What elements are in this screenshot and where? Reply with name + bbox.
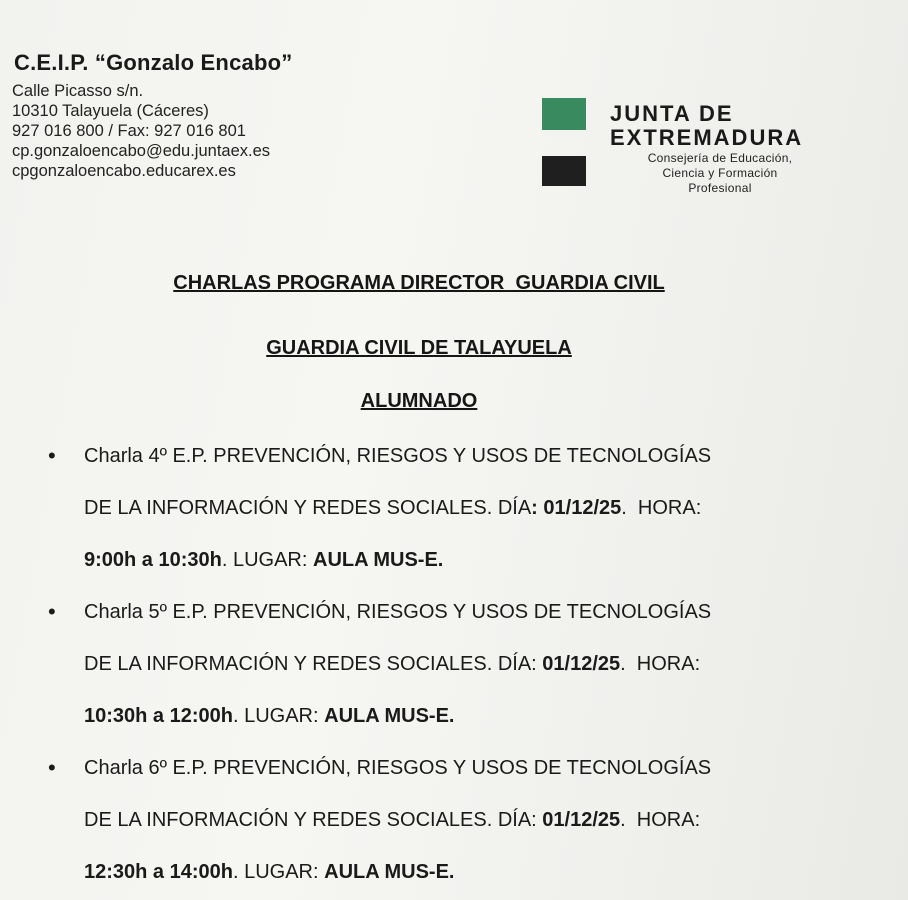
talk-line2: DE LA INFORMACIÓN Y REDES SOCIALES. DÍA: xyxy=(84,809,543,831)
talk-date: : 01/12/25 xyxy=(531,497,622,519)
bullet-icon: • xyxy=(48,443,56,468)
school-phone: 927 016 800 / Fax: 927 016 801 xyxy=(12,122,246,140)
school-website: cpgonzaloencabo.educarex.es xyxy=(12,162,236,180)
talk-place: AULA MUS-E. xyxy=(324,861,455,883)
talk-place-label: . LUGAR: xyxy=(232,705,325,727)
flag-black-stripe xyxy=(542,156,586,186)
talk-date: 01/12/25 xyxy=(542,653,621,675)
logo-consejeria-1: Consejería de Educación, xyxy=(647,151,793,165)
school-header xyxy=(12,50,292,181)
talk-hour-label: . HORA: xyxy=(620,809,701,831)
talk-place-label: . LUGAR: xyxy=(232,861,325,883)
audience-title: ALUMNADO xyxy=(360,390,478,412)
talk-time: 10:30h a 12:00h xyxy=(84,705,233,727)
school-address: Calle Picasso s/n. xyxy=(12,82,144,100)
talk-intro: Charla 4º E.P. PREVENCIÓN, RIESGOS Y USOS DE TECNOLOGÍAS xyxy=(84,445,712,467)
talk-hour-label: . HORA: xyxy=(620,653,701,675)
list-item xyxy=(44,586,864,742)
talk-time: 9:00h a 10:30h xyxy=(84,549,222,571)
logo-consejeria-3: Profesional xyxy=(688,181,752,195)
talk-time: 12:30h a 14:00h xyxy=(84,861,233,883)
school-name: C.E.I.P. “Gonzalo Encabo” xyxy=(14,50,293,75)
list-item xyxy=(44,742,864,898)
talk-hour-label: . HORA: xyxy=(621,497,702,519)
logo-text xyxy=(610,102,850,195)
logo-junta: JUNTA DE xyxy=(610,101,734,126)
school-city: 10310 Talayuela (Cáceres) xyxy=(12,102,209,120)
talk-line2: DE LA INFORMACIÓN Y REDES SOCIALES. DÍA: xyxy=(84,653,543,675)
unit-title: GUARDIA CIVIL DE TALAYUELA xyxy=(266,337,572,359)
bullet-icon: • xyxy=(48,599,56,624)
talk-place: AULA MUS-E. xyxy=(313,549,444,571)
talk-place: AULA MUS-E. xyxy=(324,705,455,727)
talks-list xyxy=(44,430,864,898)
list-item xyxy=(44,430,864,586)
talk-place-label: . LUGAR: xyxy=(221,549,313,571)
flag-green-stripe xyxy=(542,98,586,130)
logo-consejeria-2: Ciencia y Formación xyxy=(662,166,778,180)
school-email: cp.gonzaloencabo@edu.juntaex.es xyxy=(12,142,271,160)
talk-date: 01/12/25 xyxy=(542,809,621,831)
talk-intro: Charla 5º E.P. PREVENCIÓN, RIESGOS Y USOS DE TECNOLOGÍAS xyxy=(84,601,712,623)
logo-region: EXTREMADURA xyxy=(610,125,804,150)
talk-intro: Charla 6º E.P. PREVENCIÓN, RIESGOS Y USOS DE TECNOLOGÍAS xyxy=(84,757,712,779)
program-title: CHARLAS PROGRAMA DIRECTOR GUARDIA CIVIL xyxy=(173,272,665,294)
talk-line2: DE LA INFORMACIÓN Y REDES SOCIALES. DÍA xyxy=(84,497,532,519)
bullet-icon: • xyxy=(48,755,56,780)
